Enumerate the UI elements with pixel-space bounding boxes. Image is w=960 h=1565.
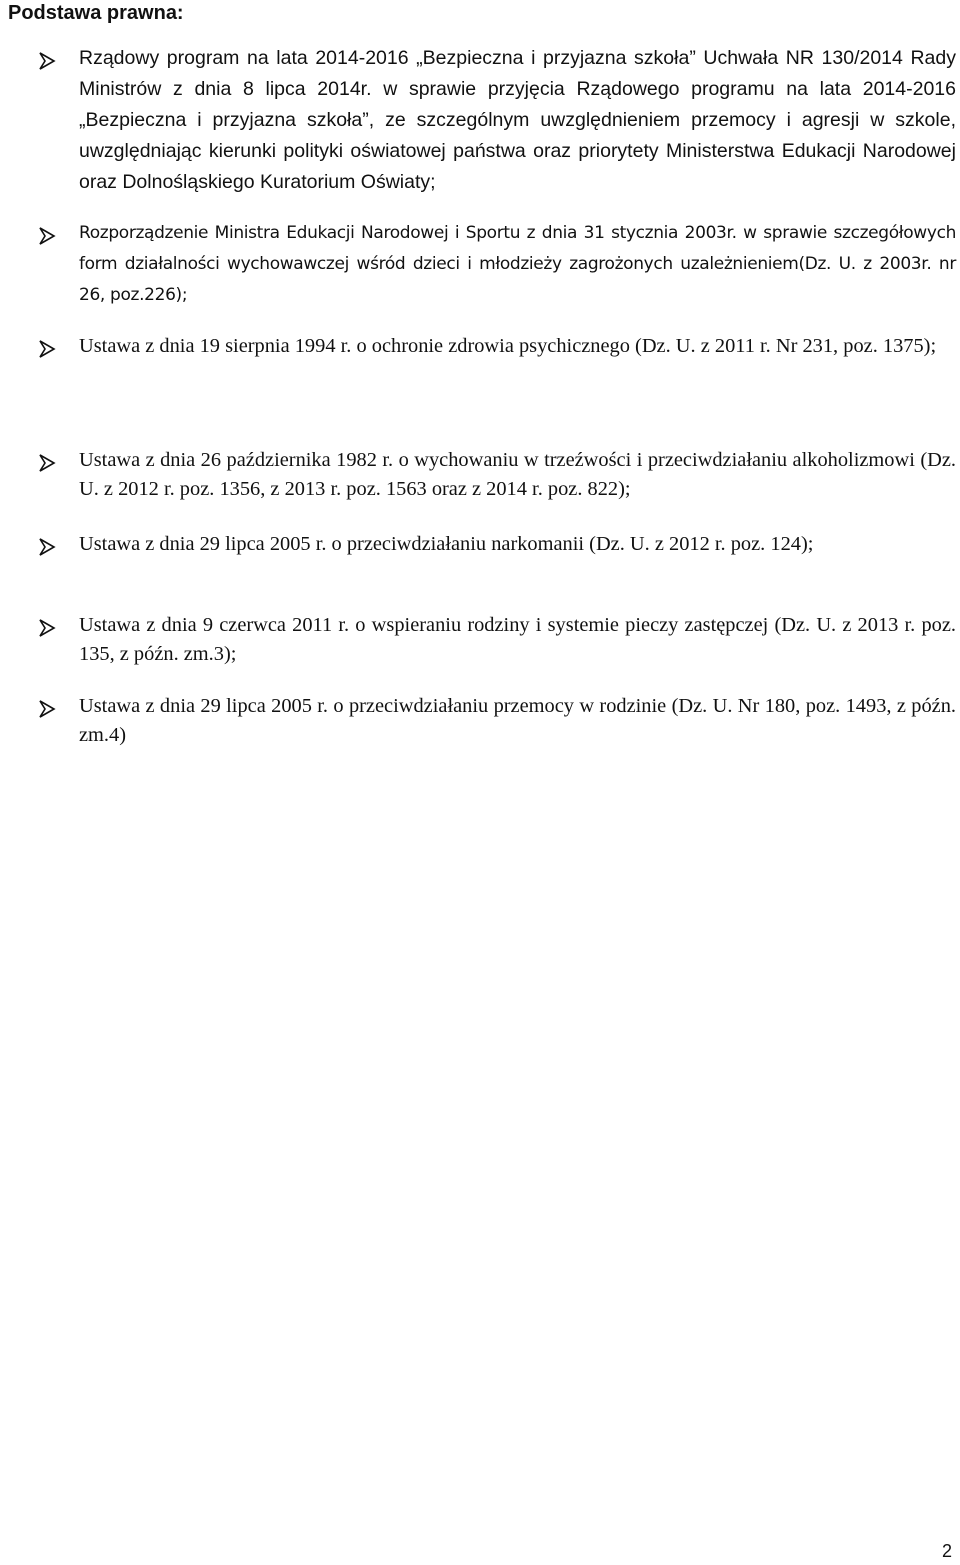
arrowhead-bullet-icon [37,453,57,473]
section-heading: Podstawa prawna: [8,2,184,24]
arrowhead-bullet-icon [37,226,57,246]
list-item-text: Ustawa z dnia 26 października 1982 r. o wychowaniu w trzeźwości i przeciwdziałaniu alkoholizmowi (Dz. U. z 2012 r. poz. 1356, z 2013 r. poz. 1563 oraz z 2014 r. poz. 822); [79,449,956,500]
list-item-text: Rozporządzenie Ministra Edukacji Narodowej i Sportu z dnia 31 stycznia 2003r. w sprawie szczegółowych form działalności wychowawczej wśród dzieci i młodzieży zagrożonych uzależnieniem(Dz. U. z 2003r. nr 26, poz.226); [79,223,956,305]
page-number: 2 [942,1541,953,1561]
arrowhead-bullet-icon [37,699,57,719]
list-item-text: Rządowy program na lata 2014-2016 „Bezpieczna i przyjazna szkoła” Uchwała NR 130/2014 Rady Ministrów z dnia 8 lipca 2014r. w sprawie przyjęcia Rządowego programu na lata 2014-2016 „Bezpieczna i przyjazna szkoła”, ze szczególnym uwzględnieniem przemocy i agresji w szkole, uwzględniając kierunki polityki oświatowej państwa oraz priorytety Ministerstwa Edukacji Narodowej oraz Dolnośląskiego Kuratorium Oświaty; [79,47,956,193]
list-item-text: Ustawa z dnia 29 lipca 2005 r. o przeciwdziałaniu narkomanii (Dz. U. z 2012 r. poz. 124); [79,533,814,555]
arrowhead-bullet-icon [37,339,57,359]
arrowhead-bullet-icon [37,51,57,71]
list-item-text: Ustawa z dnia 9 czerwca 2011 r. o wspieraniu rodziny i systemie pieczy zastępczej (Dz. U. z 2013 r. poz. 135, z późn. zm.3); [79,614,956,665]
arrowhead-bullet-icon [37,618,57,638]
list-item-text: Ustawa z dnia 29 lipca 2005 r. o przeciwdziałaniu przemocy w rodzinie (Dz. U. Nr 180, poz. 1493, z późn. zm.4) [79,695,956,746]
list-item-text: Ustawa z dnia 19 sierpnia 1994 r. o ochronie zdrowia psychicznego (Dz. U. z 2011 r. Nr 231, poz. 1375); [79,335,937,357]
arrowhead-bullet-icon [37,537,57,557]
